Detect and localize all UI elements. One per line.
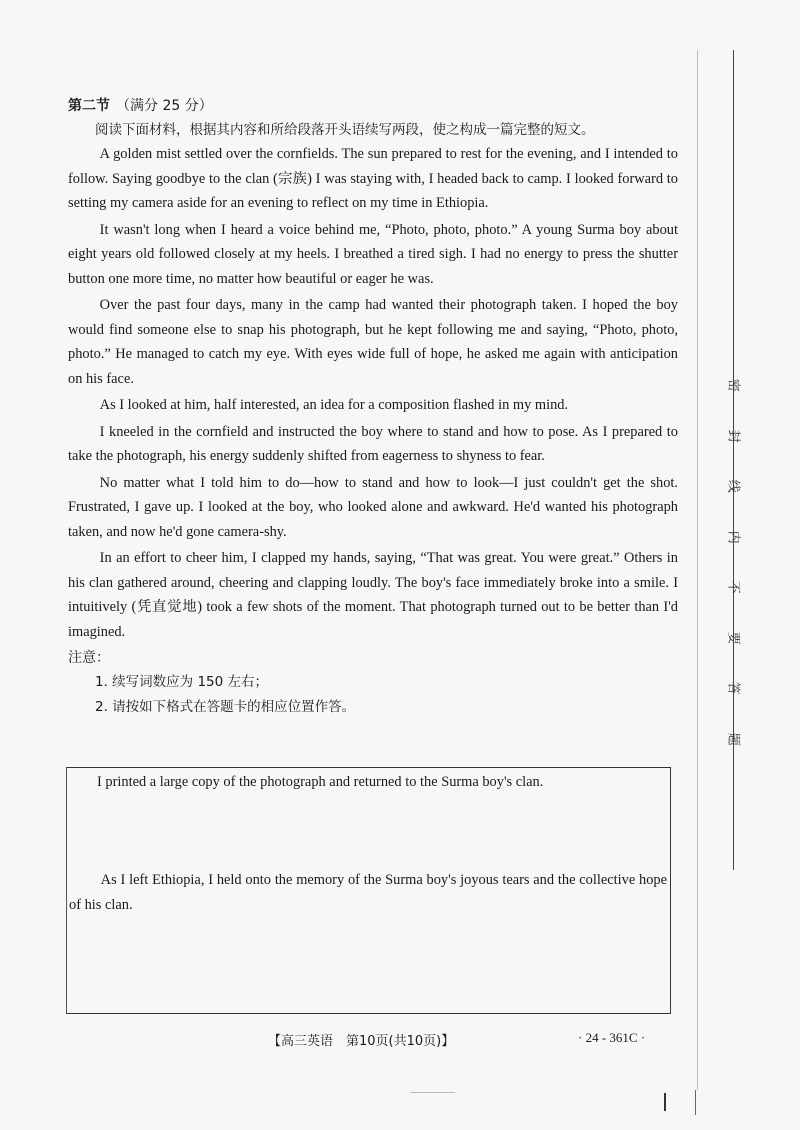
- notes-title: 注意：: [68, 650, 110, 666]
- bottom-mark: [410, 1092, 455, 1093]
- seal-char: 封: [725, 429, 741, 443]
- footer-exam-code: · 24 - 361C ·: [578, 1030, 646, 1045]
- question-content: [68, 94, 678, 720]
- task-instruction: 阅读下面材料，根据其内容和所给段落开头语续写两段，使之构成一篇完整的短文。: [95, 122, 595, 138]
- note-item: 1. 续写词数应为 150 左右；: [95, 674, 269, 690]
- passage-paragraph: No matter what I told him to do—how to stand and how to look—I just couldn't get the shot. Frustrated, I gave up. I looked at the boy, who looked alone and awkward. He'd wanted his photograph taken, and now he'd gone camera-shy.: [68, 474, 678, 540]
- binding-margin-line: [697, 50, 698, 1090]
- passage-paragraph: As I looked at him, half interested, an idea for a composition flashed in my mind.: [99, 397, 569, 413]
- passage-paragraph: Over the past four days, many in the camp had wanted their photograph taken. I hoped the boy would find someone else to snap his photograph, but he kept following me and saying, “Photo, photo, photo.” He managed to catch my eye. With eyes wide full of hope, he asked me again with anticipation on his face.: [68, 297, 678, 387]
- footer-page-info: 【高三英语 第10页(共10页)】: [268, 1034, 455, 1049]
- seal-char: 密: [725, 378, 741, 392]
- passage-paragraph: A golden mist settled over the cornfields. The sun prepared to rest for the evening, and I intended to follow. Saying goodbye to the clan (宗族) I was staying with, I headed back to camp. I looked forward to setting my camera aside for an evening to reflect on my time in Ethiopia.: [68, 146, 678, 211]
- passage-paragraph: In an effort to cheer him, I clapped my hands, saying, “That was great. You were great.” Others in his clan gathered around, cheering and clapping loudly. The boy's face immediately broke into a smile. I intuitively (凭直觉地) took a few shots of the moment. That photograph turned out to be better than I'd imagined.: [68, 550, 678, 640]
- seal-char: 答: [725, 681, 741, 695]
- seal-char: 要: [725, 631, 741, 645]
- score-note: （满分 25 分）: [116, 98, 213, 114]
- bottom-tick: [664, 1093, 666, 1111]
- answer-box[interactable]: [66, 767, 671, 1014]
- section-title: 第二节: [68, 98, 110, 114]
- continuation-paragraph2-start: As I left Ethiopia, I held onto the memory of the Surma boy's joyous tears and the collective hope of his clan.: [69, 872, 667, 913]
- seal-char: 不: [725, 580, 741, 594]
- passage-paragraph: It wasn't long when I heard a voice behind me, “Photo, photo, photo.” A young Surma boy about eight years old followed closely at my heels. I breathed a tired sigh. I had no energy to press the shutter button one more time, no matter how beautiful or eager he was.: [68, 221, 678, 287]
- bottom-tick: [695, 1090, 696, 1115]
- seal-char: 题: [725, 732, 741, 746]
- passage-paragraph: I kneeled in the cornfield and instructed the boy where to stand and how to pose. As I prepared to take the photograph, his energy suddenly shifted from eagerness to shyness to fear.: [68, 423, 678, 464]
- section-heading: [68, 94, 678, 118]
- seal-char: 内: [725, 530, 741, 544]
- seal-warning: [707, 360, 741, 764]
- page-footer: [0, 1030, 800, 1054]
- seal-char: 线: [725, 479, 741, 493]
- note-item: 2. 请按如下格式在答题卡的相应位置作答。: [95, 699, 356, 715]
- continuation-paragraph1-start: I printed a large copy of the photograph and returned to the Surma boy's clan.: [97, 774, 544, 790]
